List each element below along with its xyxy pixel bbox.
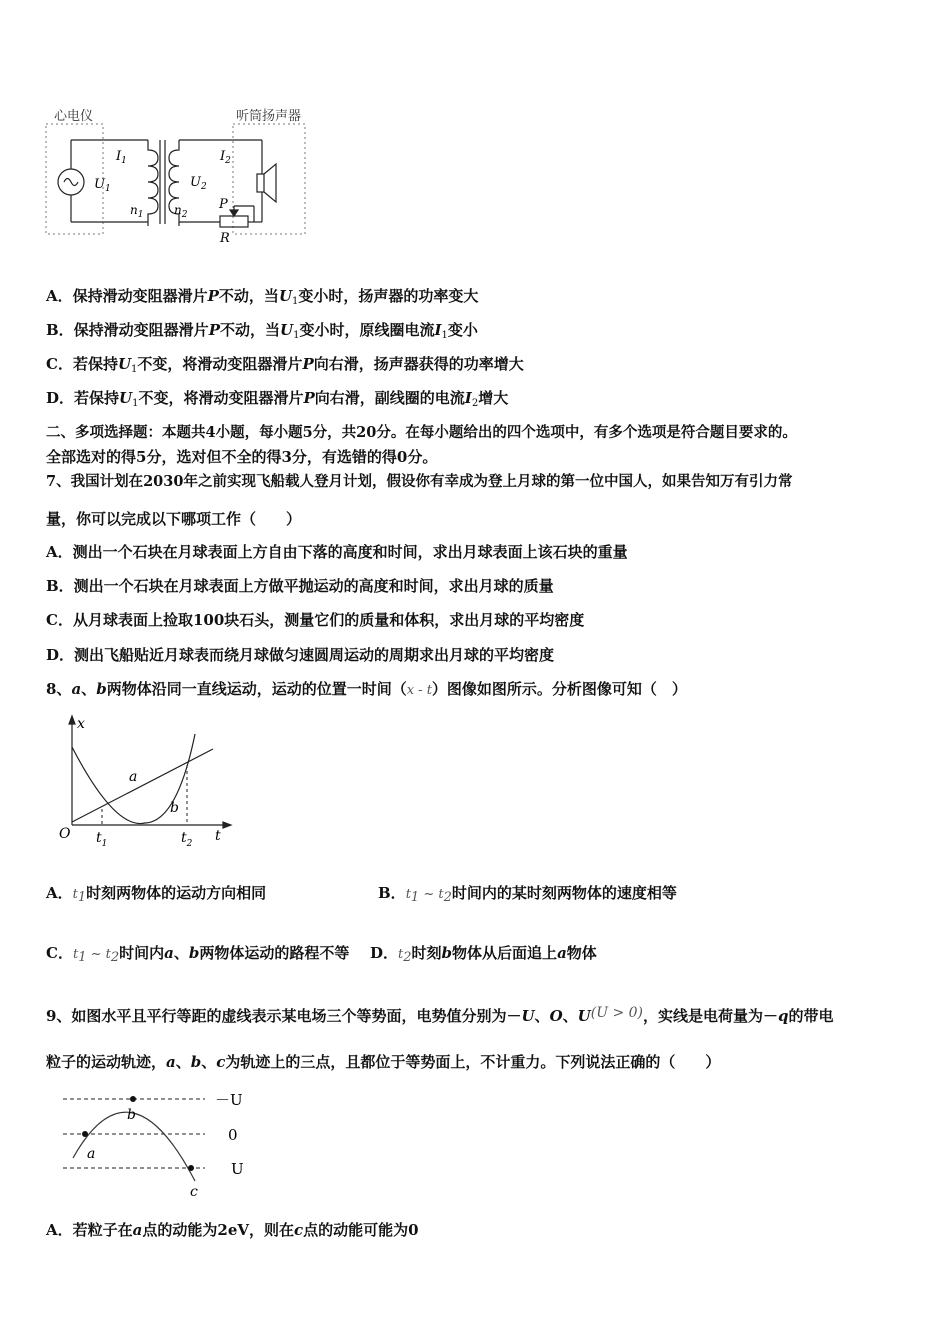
- b-label: b: [127, 1107, 136, 1123]
- q6-option-c: C．若保持$U_1$不变，将滑动变阻器滑片P向右滑，扬声器获得的功率增大: [46, 355, 524, 375]
- point-b: [130, 1096, 136, 1102]
- line-a: [72, 749, 213, 822]
- q7-stem-line2: 量，你可以完成以下哪项工作（ ）: [46, 510, 302, 528]
- q6-option-d: D．若保持$U_1$不变，将滑动变阻器滑片P向右滑，副线圈的电流$I_2$增大: [46, 389, 509, 409]
- p-label: P: [219, 197, 228, 212]
- b-curve-label: b: [170, 800, 179, 816]
- q9-stem-line2: 粒子的运动轨迹，a、b、c为轨迹上的三点，且都位于等势面上，不计重力。下列说法正确的（ ）: [46, 1053, 721, 1071]
- n1-label: $n_1$: [130, 203, 144, 220]
- section2-heading: 二、多项选择题：本题共4小题，每小题5分，共20分。在每小题给出的四个选项中，有多个选项是符合题目要求的。: [46, 424, 797, 441]
- xt-graph-figure: [55, 712, 235, 852]
- t1-label: $t_1$: [96, 830, 108, 849]
- q7-option-c: C．从月球表面上捡取100块石头，测量它们的质量和体积，求出月球的平均密度: [46, 611, 585, 629]
- c-label: c: [190, 1184, 198, 1200]
- x-axis-label: x: [77, 716, 85, 732]
- i2-label: $I_2$: [220, 149, 231, 166]
- point-a: [82, 1131, 88, 1137]
- section2-note: 全部选对的得5分，选对但不全的得3分，有选错的得0分。: [46, 448, 438, 466]
- u2-label: $U_2$: [190, 175, 207, 192]
- q7-stem-line1: 7、我国计划在2030年之前实现飞船载人登月计划，假设你有幸成为登上月球的第一位中国人，如果告知万有引力常: [46, 473, 793, 490]
- ecg-label: 心电仪: [54, 109, 94, 124]
- q8-option-d: D．t2时刻b物体从后面追上a物体: [370, 944, 597, 965]
- speaker-label: 听筒扬声器: [236, 109, 302, 124]
- q9-stem-line1: 9、如图水平且平行等距的虚线表示某电场三个等势面，电势值分别为－U、O、U(U > 0)，实线是电荷量为－q的带电: [46, 1005, 834, 1025]
- q8-option-b: B．t1 ~ t2时间内的某时刻两物体的速度相等: [378, 884, 677, 905]
- q8-stem: 8、a、b两物体沿同一直线运动，运动的位置一时间（x - t）图像如图所示。分析图像可知（ ）: [46, 680, 687, 698]
- r-label: R: [220, 231, 230, 246]
- q6-option-b: B．保持滑动变阻器滑片P不动，当$U_1$变小时，原线圈电流$I_1$变小: [46, 321, 478, 341]
- q8-option-a: A．t1时刻两物体的运动方向相同: [46, 884, 267, 905]
- u1-label: $U_1$: [94, 177, 111, 194]
- transformer-circuit-figure: [40, 102, 330, 252]
- point-c: [188, 1165, 194, 1171]
- q7-option-d: D．测出飞船贴近月球表而绕月球做匀速圆周运动的周期求出月球的平均密度: [46, 646, 555, 664]
- q9-option-a: A．若粒子在a点的动能为2eV，则在c点的动能可能为0: [46, 1221, 419, 1239]
- zero-label: 0: [228, 1126, 238, 1144]
- t2-label: $t_2$: [181, 830, 193, 849]
- a-line-label: a: [129, 769, 138, 785]
- q6-option-a: A．保持滑动变阻器滑片P不动，当$U_1$变小时，扬声器的功率变大: [46, 287, 479, 307]
- q7-option-b: B．测出一个石块在月球表面上方做平抛运动的高度和时间，求出月球的质量: [46, 577, 554, 595]
- equipotential-figure: [55, 1086, 265, 1206]
- n2-label: $n_2$: [174, 203, 188, 220]
- i1-label: $I_1$: [116, 149, 127, 166]
- minus-u-label: －U: [215, 1091, 243, 1109]
- origin-label: O: [59, 826, 71, 842]
- t-axis-label: t: [215, 828, 221, 844]
- u-label: U: [231, 1160, 244, 1178]
- q7-option-a: A．测出一个石块在月球表面上方自由下落的高度和时间，求出月球表面上该石块的重量: [46, 543, 628, 561]
- q8-option-c: C．t1 ~ t2时间内a、b两物体运动的路程不等: [46, 944, 350, 965]
- a-label: a: [87, 1146, 96, 1162]
